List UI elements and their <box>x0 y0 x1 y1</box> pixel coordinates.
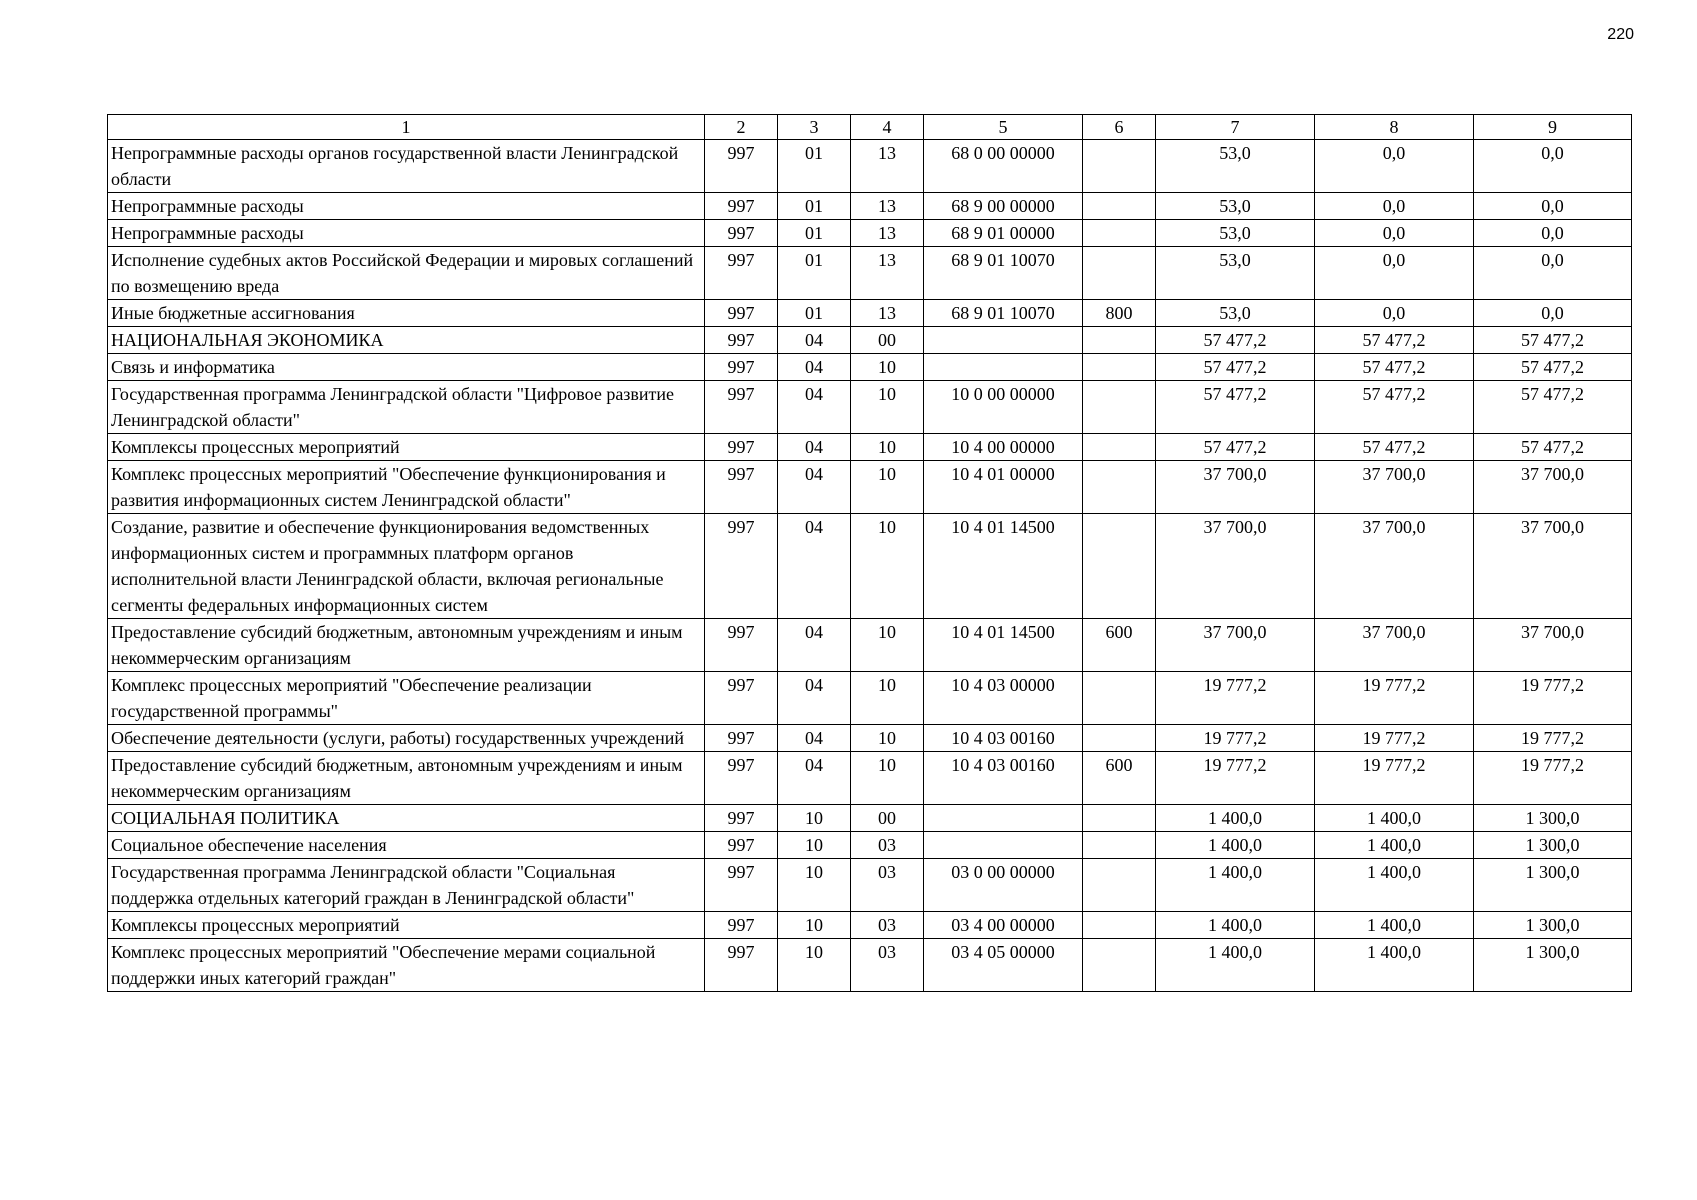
expense-type-cell <box>1083 381 1156 434</box>
target-article-cell: 10 4 03 00160 <box>924 725 1083 752</box>
amount-cell: 57 477,2 <box>1156 434 1315 461</box>
section-cell: 04 <box>778 327 851 354</box>
expense-type-cell <box>1083 805 1156 832</box>
code-cell: 997 <box>705 354 778 381</box>
expense-type-cell <box>1083 247 1156 300</box>
section-cell: 04 <box>778 381 851 434</box>
amount-cell: 1 400,0 <box>1156 912 1315 939</box>
row-name-cell: Обеспечение деятельности (услуги, работы) государственных учреждений <box>108 725 705 752</box>
section-cell: 01 <box>778 247 851 300</box>
target-article-cell <box>924 805 1083 832</box>
section-cell: 04 <box>778 672 851 725</box>
table-row <box>108 859 1632 912</box>
amount-cell: 57 477,2 <box>1156 354 1315 381</box>
expense-type-cell <box>1083 939 1156 992</box>
target-article-cell: 10 0 00 00000 <box>924 381 1083 434</box>
row-name-cell: Связь и информатика <box>108 354 705 381</box>
amount-cell: 0,0 <box>1315 247 1474 300</box>
code-cell: 997 <box>705 220 778 247</box>
target-article-cell: 10 4 01 00000 <box>924 461 1083 514</box>
row-name-cell: Предоставление субсидий бюджетным, автономным учреждениям и иным некоммерческим организациям <box>108 752 705 805</box>
code-cell: 997 <box>705 381 778 434</box>
target-article-cell: 10 4 00 00000 <box>924 434 1083 461</box>
code-cell: 997 <box>705 832 778 859</box>
amount-cell: 0,0 <box>1474 140 1632 193</box>
column-header: 6 <box>1083 115 1156 140</box>
amount-cell: 1 300,0 <box>1474 859 1632 912</box>
section-cell: 04 <box>778 434 851 461</box>
row-name-cell: Комплекс процессных мероприятий "Обеспечение мерами социальной поддержки иных категорий граждан" <box>108 939 705 992</box>
row-name-cell: Комплексы процессных мероприятий <box>108 912 705 939</box>
amount-cell: 1 300,0 <box>1474 912 1632 939</box>
amount-cell: 1 400,0 <box>1156 939 1315 992</box>
section-cell: 04 <box>778 619 851 672</box>
amount-cell: 0,0 <box>1315 193 1474 220</box>
code-cell: 997 <box>705 193 778 220</box>
amount-cell: 0,0 <box>1315 220 1474 247</box>
expense-type-cell <box>1083 672 1156 725</box>
amount-cell: 53,0 <box>1156 140 1315 193</box>
section-cell: 10 <box>778 859 851 912</box>
column-header: 3 <box>778 115 851 140</box>
header-row <box>108 115 1632 140</box>
code-cell: 997 <box>705 327 778 354</box>
target-article-cell: 10 4 01 14500 <box>924 619 1083 672</box>
expense-type-cell <box>1083 140 1156 193</box>
expense-type-cell <box>1083 193 1156 220</box>
row-name-cell: Государственная программа Ленинградской области "Социальная поддержка отдельных категорий граждан в Ленинградской области" <box>108 859 705 912</box>
amount-cell: 19 777,2 <box>1315 672 1474 725</box>
subsection-cell: 10 <box>851 461 924 514</box>
amount-cell: 1 400,0 <box>1315 939 1474 992</box>
amount-cell: 57 477,2 <box>1315 434 1474 461</box>
row-name-cell: Иные бюджетные ассигнования <box>108 300 705 327</box>
expense-type-cell <box>1083 912 1156 939</box>
amount-cell: 57 477,2 <box>1156 381 1315 434</box>
expense-type-cell <box>1083 220 1156 247</box>
target-article-cell: 68 9 00 00000 <box>924 193 1083 220</box>
amount-cell: 19 777,2 <box>1315 725 1474 752</box>
table-row <box>108 514 1632 619</box>
amount-cell: 37 700,0 <box>1474 461 1632 514</box>
code-cell: 997 <box>705 514 778 619</box>
column-header: 1 <box>108 115 705 140</box>
code-cell: 997 <box>705 140 778 193</box>
amount-cell: 1 400,0 <box>1156 859 1315 912</box>
expense-type-cell <box>1083 832 1156 859</box>
subsection-cell: 10 <box>851 725 924 752</box>
subsection-cell: 10 <box>851 434 924 461</box>
expense-type-cell: 600 <box>1083 752 1156 805</box>
subsection-cell: 13 <box>851 300 924 327</box>
section-cell: 01 <box>778 220 851 247</box>
row-name-cell: Комплекс процессных мероприятий "Обеспечение реализации государственной программы" <box>108 672 705 725</box>
target-article-cell: 03 4 05 00000 <box>924 939 1083 992</box>
section-cell: 04 <box>778 752 851 805</box>
expense-type-cell <box>1083 461 1156 514</box>
amount-cell: 1 400,0 <box>1315 832 1474 859</box>
amount-cell: 19 777,2 <box>1156 725 1315 752</box>
amount-cell: 37 700,0 <box>1315 461 1474 514</box>
amount-cell: 0,0 <box>1315 300 1474 327</box>
section-cell: 10 <box>778 832 851 859</box>
amount-cell: 53,0 <box>1156 247 1315 300</box>
section-cell: 10 <box>778 805 851 832</box>
target-article-cell: 03 0 00 00000 <box>924 859 1083 912</box>
target-article-cell: 10 4 01 14500 <box>924 514 1083 619</box>
section-cell: 04 <box>778 514 851 619</box>
section-cell: 01 <box>778 140 851 193</box>
column-header: 7 <box>1156 115 1315 140</box>
table-row <box>108 220 1632 247</box>
amount-cell: 1 400,0 <box>1315 805 1474 832</box>
table-row <box>108 939 1632 992</box>
table-row <box>108 140 1632 193</box>
table-row <box>108 752 1632 805</box>
section-cell: 04 <box>778 354 851 381</box>
expense-type-cell: 600 <box>1083 619 1156 672</box>
column-header: 5 <box>924 115 1083 140</box>
subsection-cell: 10 <box>851 672 924 725</box>
amount-cell: 57 477,2 <box>1474 434 1632 461</box>
amount-cell: 57 477,2 <box>1315 327 1474 354</box>
amount-cell: 1 300,0 <box>1474 805 1632 832</box>
expense-type-cell <box>1083 327 1156 354</box>
amount-cell: 37 700,0 <box>1156 461 1315 514</box>
amount-cell: 37 700,0 <box>1315 619 1474 672</box>
budget-table <box>107 114 1632 992</box>
code-cell: 997 <box>705 859 778 912</box>
target-article-cell: 10 4 03 00160 <box>924 752 1083 805</box>
subsection-cell: 03 <box>851 859 924 912</box>
amount-cell: 19 777,2 <box>1315 752 1474 805</box>
code-cell: 997 <box>705 912 778 939</box>
subsection-cell: 03 <box>851 832 924 859</box>
code-cell: 997 <box>705 672 778 725</box>
amount-cell: 37 700,0 <box>1474 514 1632 619</box>
table-row <box>108 247 1632 300</box>
amount-cell: 53,0 <box>1156 193 1315 220</box>
amount-cell: 0,0 <box>1474 300 1632 327</box>
row-name-cell: Комплексы процессных мероприятий <box>108 434 705 461</box>
row-name-cell: Комплекс процессных мероприятий "Обеспечение функционирования и развития информационных систем Ленинградской области" <box>108 461 705 514</box>
amount-cell: 57 477,2 <box>1156 327 1315 354</box>
code-cell: 997 <box>705 939 778 992</box>
table-row <box>108 193 1632 220</box>
row-name-cell: Государственная программа Ленинградской области "Цифровое развитие Ленинградской области" <box>108 381 705 434</box>
target-article-cell: 68 9 01 00000 <box>924 220 1083 247</box>
column-header: 2 <box>705 115 778 140</box>
amount-cell: 57 477,2 <box>1474 354 1632 381</box>
row-name-cell: Непрограммные расходы <box>108 193 705 220</box>
amount-cell: 19 777,2 <box>1156 672 1315 725</box>
amount-cell: 53,0 <box>1156 220 1315 247</box>
amount-cell: 1 300,0 <box>1474 939 1632 992</box>
row-name-cell: НАЦИОНАЛЬНАЯ ЭКОНОМИКА <box>108 327 705 354</box>
table-body <box>108 140 1632 992</box>
row-name-cell: СОЦИАЛЬНАЯ ПОЛИТИКА <box>108 805 705 832</box>
expense-type-cell <box>1083 859 1156 912</box>
amount-cell: 37 700,0 <box>1156 619 1315 672</box>
code-cell: 997 <box>705 461 778 514</box>
code-cell: 997 <box>705 725 778 752</box>
subsection-cell: 13 <box>851 220 924 247</box>
section-cell: 04 <box>778 725 851 752</box>
amount-cell: 1 400,0 <box>1156 832 1315 859</box>
subsection-cell: 10 <box>851 354 924 381</box>
table-row <box>108 434 1632 461</box>
target-article-cell <box>924 327 1083 354</box>
column-header: 8 <box>1315 115 1474 140</box>
amount-cell: 1 400,0 <box>1315 912 1474 939</box>
section-cell: 01 <box>778 300 851 327</box>
target-article-cell: 03 4 00 00000 <box>924 912 1083 939</box>
subsection-cell: 10 <box>851 619 924 672</box>
target-article-cell: 10 4 03 00000 <box>924 672 1083 725</box>
subsection-cell: 10 <box>851 381 924 434</box>
expense-type-cell <box>1083 354 1156 381</box>
amount-cell: 0,0 <box>1315 140 1474 193</box>
amount-cell: 19 777,2 <box>1156 752 1315 805</box>
table-row <box>108 832 1632 859</box>
expense-type-cell <box>1083 434 1156 461</box>
amount-cell: 19 777,2 <box>1474 752 1632 805</box>
section-cell: 10 <box>778 912 851 939</box>
section-cell: 10 <box>778 939 851 992</box>
row-name-cell: Предоставление субсидий бюджетным, автономным учреждениям и иным некоммерческим организациям <box>108 619 705 672</box>
expense-type-cell <box>1083 514 1156 619</box>
amount-cell: 37 700,0 <box>1156 514 1315 619</box>
amount-cell: 0,0 <box>1474 193 1632 220</box>
table-row <box>108 300 1632 327</box>
amount-cell: 0,0 <box>1474 247 1632 300</box>
subsection-cell: 10 <box>851 514 924 619</box>
table-row <box>108 619 1632 672</box>
subsection-cell: 00 <box>851 327 924 354</box>
table-row <box>108 461 1632 514</box>
code-cell: 997 <box>705 619 778 672</box>
target-article-cell: 68 9 01 10070 <box>924 247 1083 300</box>
subsection-cell: 10 <box>851 752 924 805</box>
row-name-cell: Социальное обеспечение населения <box>108 832 705 859</box>
table-row <box>108 381 1632 434</box>
target-article-cell: 68 9 01 10070 <box>924 300 1083 327</box>
expense-type-cell <box>1083 725 1156 752</box>
amount-cell: 19 777,2 <box>1474 725 1632 752</box>
target-article-cell <box>924 354 1083 381</box>
amount-cell: 0,0 <box>1474 220 1632 247</box>
subsection-cell: 13 <box>851 140 924 193</box>
amount-cell: 57 477,2 <box>1315 354 1474 381</box>
amount-cell: 57 477,2 <box>1474 327 1632 354</box>
code-cell: 997 <box>705 752 778 805</box>
code-cell: 997 <box>705 805 778 832</box>
table-row <box>108 327 1632 354</box>
table-row <box>108 672 1632 725</box>
amount-cell: 53,0 <box>1156 300 1315 327</box>
code-cell: 997 <box>705 300 778 327</box>
section-cell: 04 <box>778 461 851 514</box>
row-name-cell: Исполнение судебных актов Российской Федерации и мировых соглашений по возмещению вреда <box>108 247 705 300</box>
amount-cell: 57 477,2 <box>1315 381 1474 434</box>
subsection-cell: 13 <box>851 247 924 300</box>
column-header: 4 <box>851 115 924 140</box>
table-row <box>108 805 1632 832</box>
table-row <box>108 354 1632 381</box>
expense-type-cell: 800 <box>1083 300 1156 327</box>
amount-cell: 1 400,0 <box>1156 805 1315 832</box>
row-name-cell: Создание, развитие и обеспечение функционирования ведомственных информационных систем и программных платформ органов исполнительной власти Ленинградской области, включая региональные сегменты федеральных информационных систем <box>108 514 705 619</box>
code-cell: 997 <box>705 434 778 461</box>
target-article-cell <box>924 832 1083 859</box>
table-row <box>108 912 1632 939</box>
section-cell: 01 <box>778 193 851 220</box>
amount-cell: 19 777,2 <box>1474 672 1632 725</box>
table-row <box>108 725 1632 752</box>
amount-cell: 1 400,0 <box>1315 859 1474 912</box>
amount-cell: 1 300,0 <box>1474 832 1632 859</box>
subsection-cell: 00 <box>851 805 924 832</box>
amount-cell: 37 700,0 <box>1474 619 1632 672</box>
subsection-cell: 13 <box>851 193 924 220</box>
page-number: 220 <box>1607 26 1634 43</box>
row-name-cell: Непрограммные расходы органов государственной власти Ленинградской области <box>108 140 705 193</box>
target-article-cell: 68 0 00 00000 <box>924 140 1083 193</box>
subsection-cell: 03 <box>851 939 924 992</box>
code-cell: 997 <box>705 247 778 300</box>
amount-cell: 37 700,0 <box>1315 514 1474 619</box>
amount-cell: 57 477,2 <box>1474 381 1632 434</box>
column-header: 9 <box>1474 115 1632 140</box>
row-name-cell: Непрограммные расходы <box>108 220 705 247</box>
subsection-cell: 03 <box>851 912 924 939</box>
